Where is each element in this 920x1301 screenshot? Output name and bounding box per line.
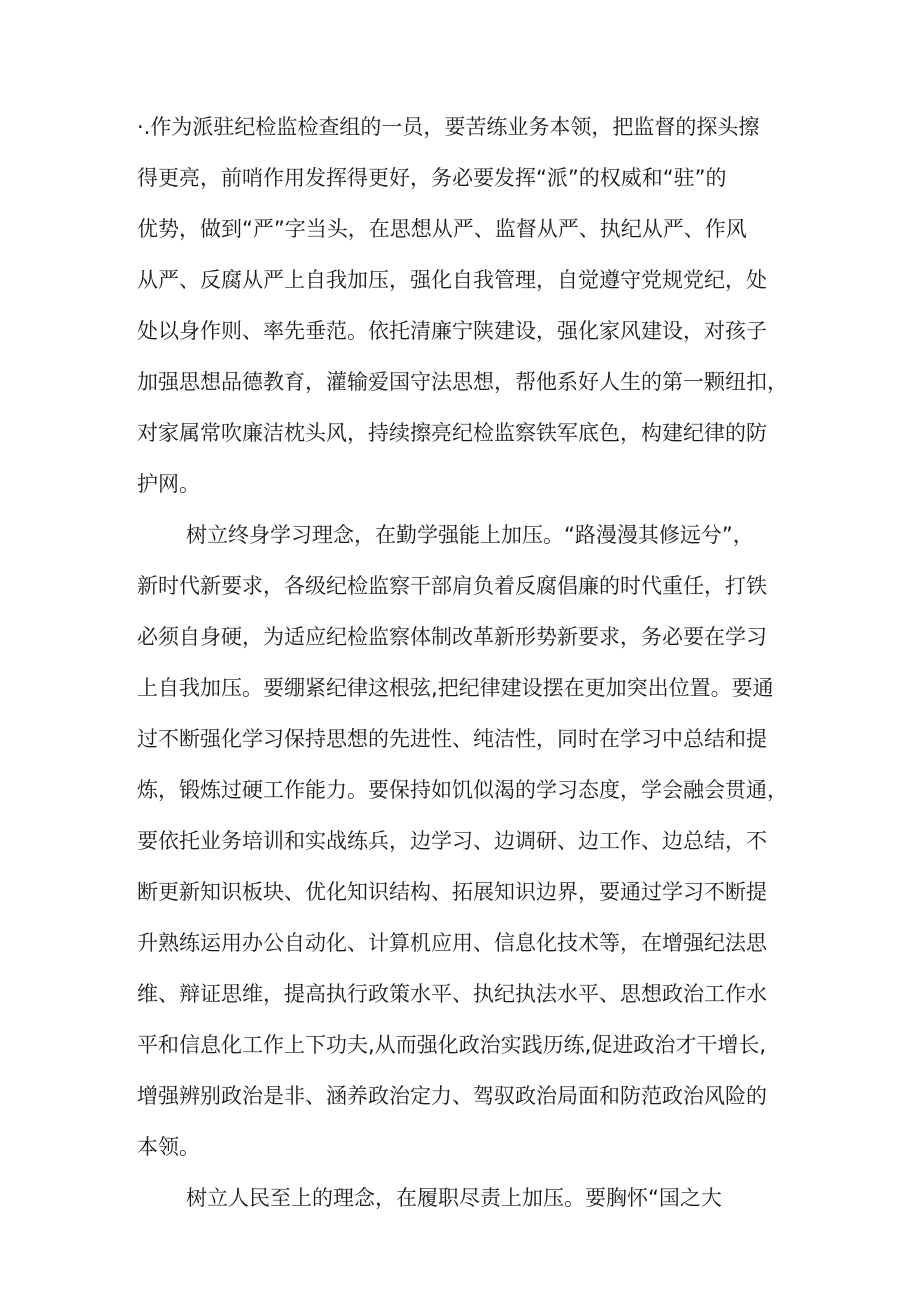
text-line: 从严、反腐从严上自我加压，强化自我管理，自觉遵守党规党纪，处 <box>137 268 767 292</box>
text-line: 增强辨别政治是非、涵养政治定力、驾驭政治局面和防范政治风险的 <box>137 1084 767 1108</box>
text-line: 炼，锻炼过硬工作能力。要保持如饥似渴的学习态度，学会融会贯通， <box>137 778 788 802</box>
text-line: 得更亮，前哨作用发挥得更好，务必要发挥“派”的权威和“驻”的 <box>137 166 727 190</box>
text-line: ·.作为派驻纪检监检查组的一员，要苦练业务本领，把监督的探头擦 <box>137 115 760 139</box>
text-line: 新时代新要求，各级纪检监察干部肩负着反腐倡廉的时代重任，打铁 <box>137 574 767 598</box>
paragraph-first-line: 树立人民至上的理念，在履职尽责上加压。要胸怀“国之大 <box>186 1186 722 1210</box>
text-line: 本领。 <box>137 1135 200 1159</box>
text-line: 维、辩证思维，提高执行政策水平、执纪执法水平、思想政治工作水 <box>137 982 767 1006</box>
text-line: 加强思想品德教育，灌输爱国守法思想，帮他系好人生的第一颗纽扣， <box>137 370 788 394</box>
paragraph-first-line: 树立终身学习理念，在勤学强能上加压。“路漫漫其修远兮”， <box>186 523 754 547</box>
text-line: 升熟练运用办公自动化、计算机应用、信息化技术等，在增强纪法思 <box>137 931 767 955</box>
text-line: 平和信息化工作上下功夫,从而强化政治实践历练,促进政治才干增长, <box>137 1033 767 1057</box>
text-line: 处以身作则、率先垂范。依托清廉宁陕建设，强化家风建设，对孩子 <box>137 319 767 343</box>
text-line: 过不断强化学习保持思想的先进性、纯洁性，同时在学习中总结和提 <box>137 727 767 751</box>
text-line: 断更新知识板块、优化知识结构、拓展知识边界，要通过学习不断提 <box>137 880 767 904</box>
text-line: 护网。 <box>137 472 200 496</box>
text-line: 要依托业务培训和实战练兵，边学习、边调研、边工作、边总结，不 <box>137 829 767 853</box>
text-line: 上自我加压。要绷紧纪律这根弦,把纪律建设摆在更加突出位置。要通 <box>137 676 774 700</box>
text-line: 优势，做到“严”字当头，在思想从严、监督从严、执纪从严、作风 <box>137 217 747 241</box>
text-line: 必须自身硬，为适应纪检监察体制改革新形势新要求，务必要在学习 <box>137 625 767 649</box>
text-line: 对家属常吹廉洁枕头风，持续擦亮纪检监察铁军底色，构建纪律的防 <box>137 421 767 445</box>
